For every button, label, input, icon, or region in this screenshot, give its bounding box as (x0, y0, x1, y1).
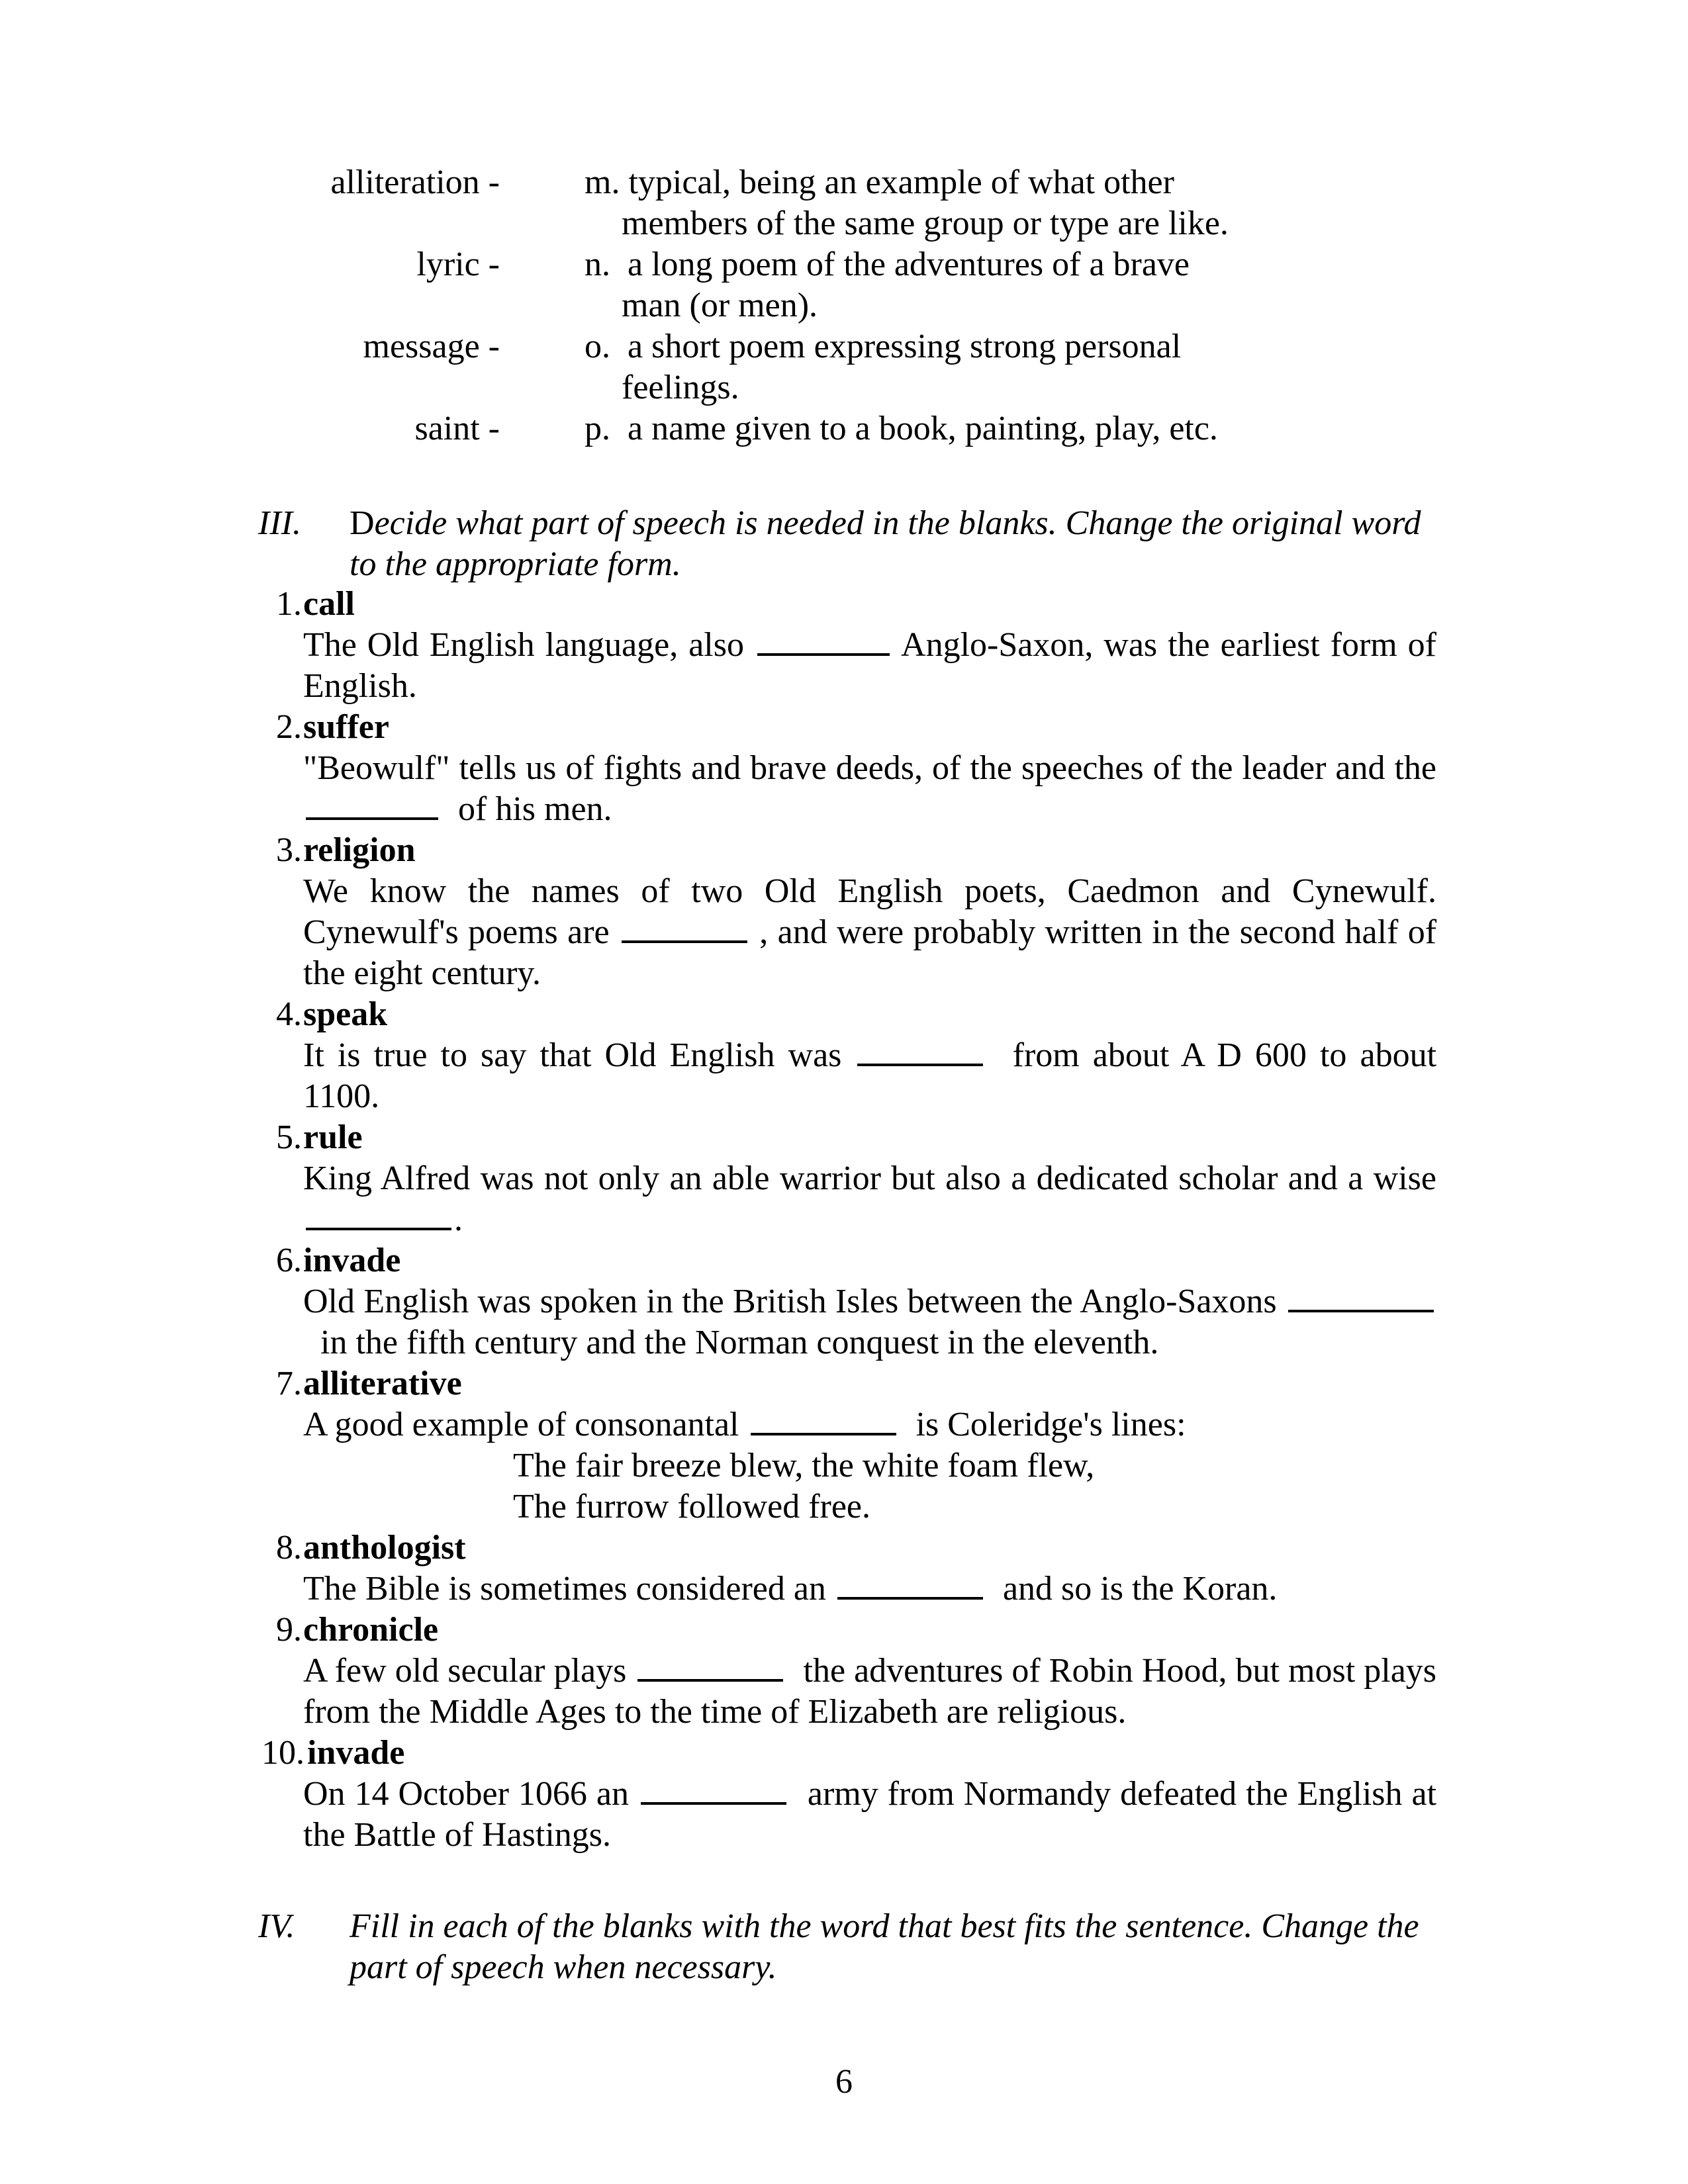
exercise-item (252, 1363, 1436, 1527)
sentence-text: We know the names of two Old English poets, Caedmon and Cynewulf. Cynewulf's poems are (303, 872, 1436, 951)
definition-line: members of the same group or type are like. (622, 205, 1229, 242)
sentence-text: King Alfred was not only an able warrior but also a dedicated scholar and a wise (303, 1160, 1436, 1197)
matching-definition (585, 162, 1313, 244)
instruction-rest: ecide what part of speech is needed in the blanks. Change the original word to the appropriate form. (350, 504, 1421, 583)
exercise-item (252, 1527, 1436, 1610)
exercise-number: 8. (276, 1529, 302, 1567)
exercise-item (252, 830, 1436, 994)
exercise-number: 4. (276, 995, 302, 1033)
exercise-sentence (303, 625, 1436, 707)
section-numeral: IV. (258, 1907, 295, 1945)
definition-line: a short poem expressing strong personal (628, 328, 1182, 365)
exercise-sentence (303, 1569, 1436, 1610)
definition-letter: n. (585, 246, 610, 283)
matching-term: saint - (414, 410, 500, 447)
exercise-keyword: suffer (303, 708, 389, 746)
poem-line: The furrow followed free. (513, 1488, 870, 1525)
exercise-item (252, 1240, 1436, 1363)
exercise-sentence (303, 1651, 1436, 1733)
matching-row (0, 244, 1688, 326)
sentence-text: and so is the Koran. (1002, 1570, 1278, 1608)
answer-blank[interactable] (857, 1064, 983, 1066)
answer-blank[interactable] (837, 1597, 983, 1600)
exercise-list (252, 584, 1436, 1856)
answer-blank[interactable] (306, 817, 438, 820)
answer-blank[interactable] (637, 1679, 783, 1682)
sentence-text: . (454, 1201, 463, 1238)
sentence-text: , and were probably written in the second half of the eight century. (303, 913, 1437, 992)
exercise-item (252, 1117, 1436, 1240)
exercise-number: 2. (276, 708, 302, 746)
answer-blank[interactable] (306, 1228, 451, 1230)
section-numeral: III. (258, 504, 301, 542)
exercise-number: 3. (276, 831, 302, 869)
definition-line: man (or men). (622, 287, 818, 324)
exercise-keyword: alliterative (303, 1365, 462, 1402)
exercise-sentence (303, 748, 1436, 830)
exercise-number: 6. (276, 1242, 302, 1279)
definition-letter: p. (585, 410, 610, 447)
definition-line: feelings. (622, 369, 739, 406)
matching-term: lyric - (416, 246, 500, 283)
matching-row (0, 162, 1688, 244)
exercise-sentence (303, 1158, 1436, 1240)
exercise-keyword: invade (307, 1734, 405, 1772)
exercise-sentence (303, 1281, 1436, 1363)
section-iii-instructions (258, 503, 1436, 585)
sentence-text: of his men. (458, 790, 612, 828)
exercise-sentence (303, 1035, 1436, 1117)
exercise-item (252, 707, 1436, 830)
sentence-text: "Beowulf" tells us of fights and brave deeds, of the speeches of the leader and the (303, 749, 1436, 787)
exercise-number: 10. (261, 1734, 305, 1772)
sentence-text: It is true to say that Old English was (303, 1036, 842, 1074)
sentence-text: Anglo-Saxon, was the earliest form of English. (303, 626, 1436, 705)
exercise-item (252, 1610, 1436, 1733)
answer-blank[interactable] (622, 940, 747, 943)
matching-row (0, 326, 1688, 408)
sentence-text: army from Normandy defeated the English at the Battle of Hastings. (303, 1775, 1437, 1854)
instruction-initial: D (350, 504, 375, 542)
definition-line: a long poem of the adventures of a brave (628, 246, 1190, 283)
exercise-number: 7. (276, 1365, 302, 1402)
answer-blank[interactable] (1288, 1310, 1434, 1312)
exercise-number: 9. (276, 1611, 302, 1649)
exercise-keyword: call (303, 585, 355, 623)
exercise-item (252, 1733, 1436, 1856)
answer-blank[interactable] (641, 1802, 786, 1805)
sentence-text: Old English was spoken in the British Isles between the Anglo-Saxons (303, 1283, 1277, 1320)
sentence-text: in the fifth century and the Norman conquest in the eleventh. (320, 1324, 1159, 1361)
exercise-sentence (303, 1774, 1436, 1856)
exercise-number: 5. (276, 1118, 302, 1156)
sentence-text: On 14 October 1066 an (303, 1775, 629, 1813)
sentence-text: The Old English language, also (303, 626, 744, 664)
exercise-keyword: speak (303, 995, 388, 1033)
section-iv-instructions (258, 1906, 1436, 1988)
answer-blank[interactable] (757, 653, 890, 656)
answer-blank[interactable] (751, 1433, 896, 1435)
matching-definition (585, 326, 1313, 408)
exercise-keyword: invade (303, 1242, 401, 1279)
sentence-text: the adventures of Robin Hood, but most plays from the Middle Ages to the time of Elizabeth are religious. (303, 1652, 1437, 1731)
poem-line: The fair breeze blew, the white foam flew, (513, 1447, 1095, 1484)
definition-line: a name given to a book, painting, play, etc. (628, 410, 1218, 447)
exercise-keyword: religion (303, 831, 416, 869)
definition-line: typical, being an example of what other (628, 163, 1174, 201)
exercise-item (252, 584, 1436, 707)
exercise-keyword: rule (303, 1118, 363, 1156)
sentence-text: from about A D 600 to about 1100. (303, 1036, 1437, 1115)
exercise-item (252, 994, 1436, 1117)
page-number: 6 (835, 2063, 853, 2101)
sentence-text: The Bible is sometimes considered an (303, 1570, 826, 1608)
exercise-keyword: chronicle (303, 1611, 439, 1649)
section-instruction-text: Fill in each of the blanks with the word that best fits the sentence. Change the part of speech when necessary. (350, 1907, 1419, 1986)
definition-letter: m. (585, 163, 620, 201)
matching-list (0, 162, 1688, 449)
matching-definition (585, 244, 1313, 326)
matching-definition (585, 408, 1313, 449)
sentence-text: A good example of consonantal (303, 1406, 739, 1443)
exercise-keyword: anthologist (303, 1529, 466, 1567)
definition-letter: o. (585, 328, 610, 365)
matching-term: message - (363, 328, 500, 365)
section-instruction-text (350, 503, 1436, 585)
sentence-text: A few old secular plays (303, 1652, 627, 1690)
exercise-number: 1. (276, 585, 302, 623)
exercise-sentence (303, 1404, 1436, 1445)
matching-term: alliteration - (330, 163, 500, 201)
sentence-text: is Coleridge's lines: (915, 1406, 1186, 1443)
matching-row (0, 408, 1688, 449)
exercise-sentence (303, 871, 1436, 994)
